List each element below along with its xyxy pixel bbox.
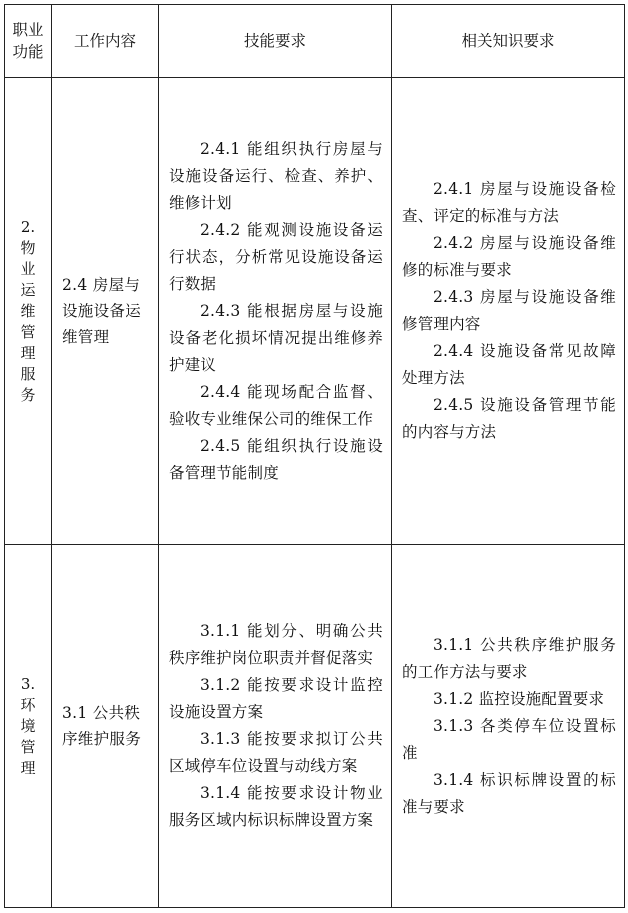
table-row [5,545,625,908]
skill-requirements-cell [159,545,392,908]
knowledge-requirements-cell [392,545,625,908]
header-work: 工作内容 [52,5,159,78]
work-content-cell: 2.4 房屋与设施设备运维管理 [52,78,159,545]
function-name: 环 境 管 理 [20,695,36,777]
function-cell [5,545,52,908]
skill-item: 2.4.5 能组织执行设施设备管理节能制度 [169,436,383,482]
function-name: 物 业 运 维 管 理 服 务 [20,238,36,404]
work-content-cell: 3.1 公共秩序维护服务 [52,545,159,908]
skill-item: 3.1.2 能按要求设计监控设施设置方案 [169,676,383,721]
knowledge-item: 3.1.1 公共秩序维护服务的工作方法与要求 [402,635,616,681]
occupational-standard-table [4,4,625,908]
function-number: 3. [20,674,36,693]
skill-item: 2.4.2 能观测设施设备运行状态，分析常见设施设备运行数据 [169,220,383,293]
knowledge-item: 2.4.3 房屋与设施设备维修管理内容 [402,288,616,333]
function-number: 2. [20,217,36,236]
knowledge-requirements-cell [392,78,625,545]
header-row [5,5,625,78]
skill-item: 2.4.1 能组织执行房屋与设施设备运行、检查、养护、维修计划 [169,139,383,212]
knowledge-item: 2.4.2 房屋与设施设备维修的标准与要求 [402,234,616,279]
knowledge-item: 3.1.4 标识标牌设置的标准与要求 [402,770,616,816]
header-function: 职业功能 [5,5,52,78]
skill-item: 2.4.4 能现场配合监督、验收专业维保公司的维保工作 [169,382,383,428]
skill-item: 3.1.1 能划分、明确公共秩序维护岗位职责并督促落实 [169,622,383,667]
skill-requirements-cell [159,78,392,545]
skill-item: 2.4.3 能根据房屋与设施设备老化损坏情况提出维修养护建议 [169,301,383,374]
function-cell [5,78,52,545]
knowledge-item: 3.1.3 各类停车位设置标准 [402,716,616,762]
table-row [5,78,625,545]
skill-item: 3.1.4 能按要求设计物业服务区域内标识标牌设置方案 [169,784,383,829]
skill-item: 3.1.3 能按要求拟订公共区域停车位设置与动线方案 [169,730,383,775]
knowledge-item: 2.4.1 房屋与设施设备检查、评定的标准与方法 [402,180,616,225]
header-knowledge: 相关知识要求 [392,5,625,78]
knowledge-item: 2.4.5 设施设备管理节能的内容与方法 [402,396,616,441]
header-skill: 技能要求 [159,5,392,78]
knowledge-item: 2.4.4 设施设备常见故障处理方法 [402,342,616,387]
knowledge-item: 3.1.2 监控设施配置要求 [433,689,605,708]
